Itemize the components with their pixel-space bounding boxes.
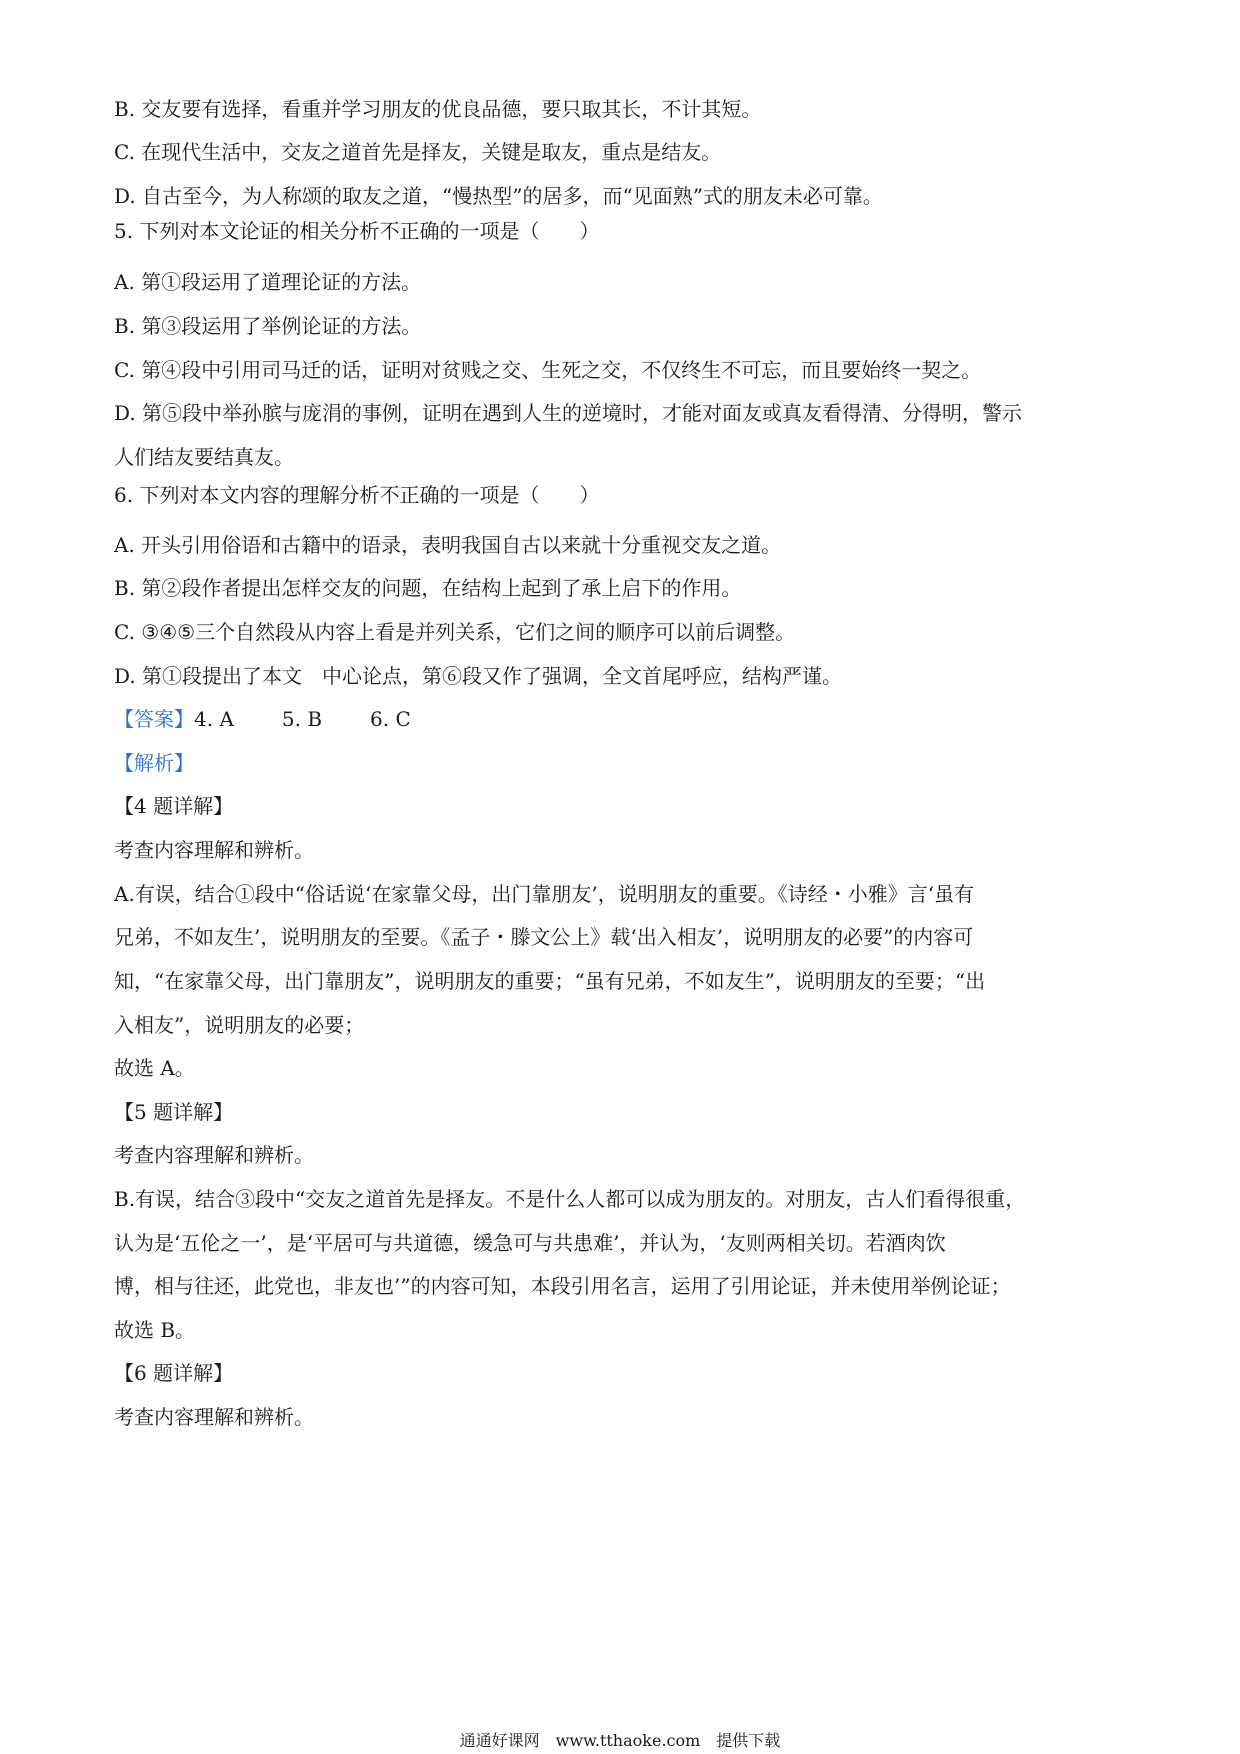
emphasis-char: 正 <box>399 483 420 507</box>
question-5-stem: 5. 下列对本文论证的相关分析 <box>114 219 380 243</box>
option-6a: A. 开头引用俗语和古籍中的语录，表明我国自古以来就十分重视交友之道。 <box>114 533 782 557</box>
q4-paragraph: 兄弟，不如友生’，说明朋友的至要。《孟子・滕文公上》载‘出入相友’，说明朋友的必要”的内容可 <box>114 925 974 949</box>
option-5a: A. 第①段运用了道理论证的方法。 <box>114 270 422 294</box>
option-6d: D. 第①段提出了本文 中心论点，第⑥段又作了强调，全文首尾呼应，结构严谨。 <box>114 664 843 688</box>
question-6-stem: 6. 下列对本文内容的理解分析 <box>114 483 380 507</box>
heading-q5: 【5 题详解】 <box>114 1100 234 1124</box>
q5-paragraph: 认为是‘五伦之一’，是‘平居可与共道德，缓急可与共患难’，并认为，‘友则两相关切。若酒肉饮 <box>114 1231 946 1255</box>
q4-paragraph: 考查内容理解和辨析。 <box>114 838 314 862</box>
q4-conclusion: 故选 A。 <box>114 1056 195 1080</box>
option-5d: D. 第⑤段中举孙膑与庞涓的事例，证明在遇到人生的逆境时，才能对面友或真友看得清、分得明，警示 <box>114 401 1023 425</box>
emphasis-char: 不 <box>379 219 400 243</box>
q5-paragraph: B.有误，结合③段中“交友之道首先是择友。不是什么人都可以成为朋友的。对朋友，古人们看得很重， <box>114 1187 1026 1211</box>
option-6c: C. ③④⑤三个自然段从内容上看是并列关系，它们之间的顺序可以前后调整。 <box>114 620 796 644</box>
emphasis-char: 确 <box>419 219 440 243</box>
analysis-label: 【解析】 <box>114 751 194 775</box>
question-5-tail: 的一项是（ ） <box>439 219 600 243</box>
option-4b: B. 交友要有选择，看重并学习朋友的优良品德，要只取其长，不计其短。 <box>114 97 762 121</box>
option-4d: D. 自古至今，为人称颂的取友之道，“慢热型”的居多，而“见面熟”式的朋友未必可靠。 <box>114 184 883 208</box>
page-footer: 通通好课网 www.tthaoke.com 提供下载 <box>459 1731 781 1750</box>
option-5b: B. 第③段运用了举例论证的方法。 <box>114 314 422 338</box>
emphasis-char: 正 <box>399 219 420 243</box>
emphasis-char: 不 <box>379 483 400 507</box>
answer-line <box>114 706 1134 732</box>
heading-q4: 【4 题详解】 <box>114 794 234 818</box>
question-5 <box>114 218 1134 244</box>
question-6-tail: 的一项是（ ） <box>439 483 600 507</box>
q5-paragraph: 博，相与往还，此党也，非友也’”的内容可知，本段引用名言，运用了引用论证，并未使用举例论证； <box>114 1274 1011 1298</box>
answer-5: 5. B <box>281 707 323 731</box>
q5-conclusion: 故选 B。 <box>114 1318 196 1342</box>
option-6b: B. 第②段作者提出怎样交友的问题，在结构上起到了承上启下的作用。 <box>114 576 742 600</box>
option-5d-continued: 人们结友要结真友。 <box>114 445 294 469</box>
answer-6: 6. C <box>370 707 411 731</box>
option-5c: C. 第④段中引用司马迁的话，证明对贫贱之交、生死之交，不仅终生不可忘，而且要始终一契之。 <box>114 358 982 382</box>
q4-paragraph: 入相友”，说明朋友的必要； <box>114 1013 365 1037</box>
q4-paragraph: 知，“在家靠父母，出门靠朋友”，说明朋友的重要；“虽有兄弟，不如友生”，说明朋友的至要；“出 <box>114 969 986 993</box>
answer-label: 【答案】 <box>114 707 194 731</box>
answer-4: 4. A <box>194 707 234 731</box>
q4-paragraph: A.有误，结合①段中“俗话说‘在家靠父母，出门靠朋友’，说明朋友的重要。《诗经・小雅》言‘虽有 <box>114 882 975 906</box>
option-4c: C. 在现代生活中，交友之道首先是择友，关键是取友，重点是结友。 <box>114 140 722 164</box>
heading-q6: 【6 题详解】 <box>114 1361 234 1385</box>
question-6 <box>114 482 1134 508</box>
emphasis-char: 确 <box>419 483 440 507</box>
q6-paragraph: 考查内容理解和辨析。 <box>114 1405 314 1429</box>
q5-paragraph: 考查内容理解和辨析。 <box>114 1143 314 1167</box>
